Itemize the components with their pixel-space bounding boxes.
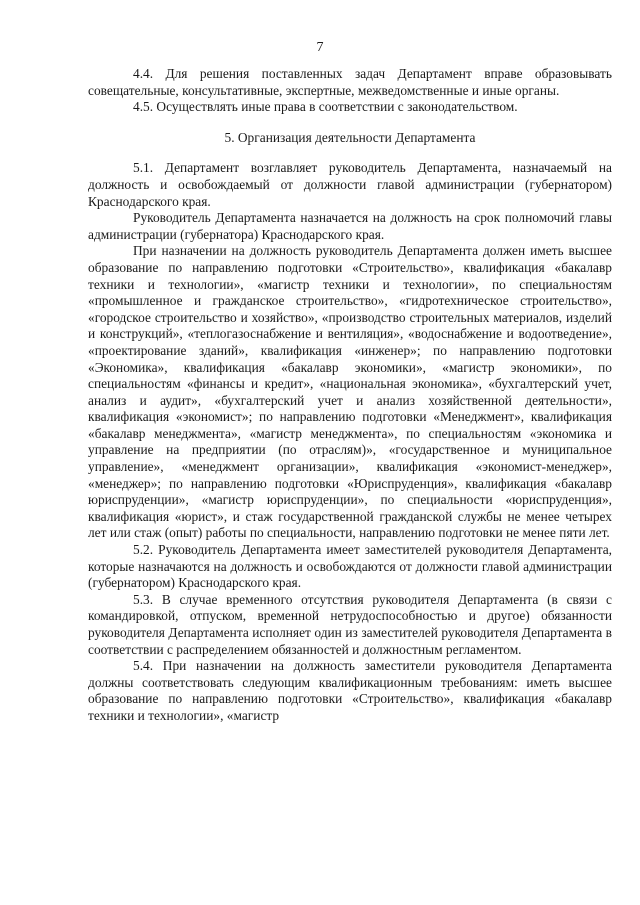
paragraph-5-2: 5.2. Руководитель Департамента имеет заместителей руководителя Департамента, которые назначаются на должность и освобождаются от должности главой администрации (губернатором) Краснодарского края. — [88, 542, 612, 591]
paragraph-5-1-a: 5.1. Департамент возглавляет руководитель Департамента, назначаемый на должность и освобождаемый от должности главой администрации (губернатором) Краснодарского края. — [88, 160, 612, 209]
section-heading: 5. Организация деятельности Департамента — [224, 129, 476, 145]
paragraph-5-1-c: При назначении на должность руководитель Департамента должен иметь высшее образование по направлению подготовки «Строительство», квалификация «бакалавр техники и технологии», «магистр техники и технологии», по специальностям «промышленное и гражданское строительство», «гидротехническое строительство», «городское строительство и хозяйство», «производство строительных материалов, изделий и конструкций», «теплогазоснабжение и вентиляция», «водоснабжение и водоотведение», «проектирование зданий», квалификация «инженер»; по направлению подготовки «Экономика», квалификация «бакалавр экономики», «магистр экономики», по специальностям «финансы и кредит», «национальная экономика», «бухгалтерский учет, анализ и аудит», «бухгалтерский учет и анализ хозяйственной деятельности», квалификация «экономист»; по направлению подготовки «Менеджмент», квалификация «бакалавр менеджмента», «магистр менеджмента», по специальностям «экономика и управление на предприятии (по отраслям)», «государственное и муниципальное управление», «менеджмент организации», квалификация «экономист-менеджер», «менеджер»; по направлению подготовки «Юриспруденция», квалификация «бакалавр юриспруденции», «магистр юриспруденции», по специальности «юриспруденция», квалификация «юрист», и стаж государственной гражданской службы не менее четырех лет или стаж (опыт) работы по специальности, направлению подготовки не менее пяти лет. — [88, 243, 612, 541]
page-number: 7 — [316, 40, 324, 55]
paragraph-4-4: 4.4. Для решения поставленных задач Департамент вправе образовывать совещательные, консультативные, экспертные, межведомственные и иные органы. — [88, 66, 612, 98]
paragraph-5-4: 5.4. При назначении на должность заместители руководителя Департамента должны соответствовать следующим квалификационным требованиям: иметь высшее образование по направлению подготовки «Строительство», квалификация «бакалавр техники и технологии», «магистр — [88, 658, 612, 723]
paragraph-5-1-b: Руководитель Департамента назначается на должность на срок полномочий главы администрации (губернатора) Краснодарского края. — [88, 210, 612, 242]
document-body — [88, 66, 612, 725]
paragraph-4-5: 4.5. Осуществлять иные права в соответствии с законодательством. — [133, 99, 518, 115]
paragraph-5-3: 5.3. В случае временного отсутствия руководителя Департамента (в связи с командировкой, отпуском, временной нетрудоспособностью и другое) обязанности руководителя Департамента исполняет один из заместителей руководителя Департамента в соответствии с распределением обязанностей и должностным регламентом. — [88, 591, 612, 657]
